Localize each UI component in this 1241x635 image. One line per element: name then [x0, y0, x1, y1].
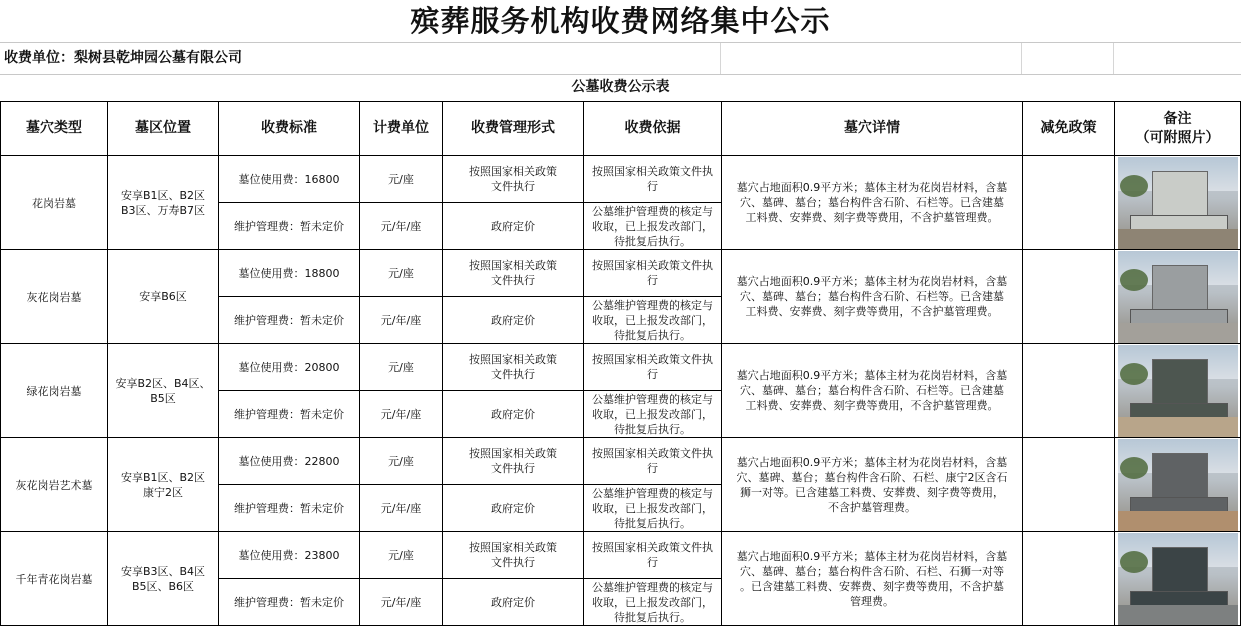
tombstone-photo-ground	[1118, 605, 1238, 625]
reduction-policy-cell	[1023, 156, 1115, 250]
billing-unit-cell: 元/座	[360, 532, 443, 579]
fee-standard-cell: 维护管理费：暂未定价	[219, 579, 360, 626]
billing-unit-cell: 元/年/座	[360, 579, 443, 626]
tombstone-photo-tree	[1120, 363, 1148, 385]
fee-basis-cell: 公墓维护管理费的核定与 收取，已上报发改部门， 待批复后执行。	[584, 297, 722, 344]
cell-divider	[720, 43, 721, 74]
fee-standard-cell: 墓位使用费：20800	[219, 344, 360, 391]
tombstone-photo-tree	[1120, 551, 1148, 573]
billing-unit-cell: 元/年/座	[360, 297, 443, 344]
tombstone-photo-ground	[1118, 323, 1238, 343]
grave-details-cell: 墓穴占地面积0.9平方米；墓体主材为花岗岩材料，含墓 穴、墓碑、墓台；墓台构件含石阶、石栏、康宁2区含石 狮一对等。已含建墓工料费、安葬费、刻字费等费用， 不含护墓管理费。	[722, 438, 1023, 532]
cell-divider	[1113, 43, 1114, 74]
tombstone-photo-ground	[1118, 229, 1238, 249]
header-remarks: 备注 （可附照片）	[1115, 102, 1241, 156]
fee-standard-cell: 墓位使用费：22800	[219, 438, 360, 485]
header-grave-type: 墓穴类型	[1, 102, 108, 156]
management-form-cell: 按照国家相关政策 文件执行	[443, 532, 584, 579]
fee-standard-cell: 维护管理费：暂未定价	[219, 485, 360, 532]
fee-standard-cell: 墓位使用费：18800	[219, 250, 360, 297]
location-cell: 安享B3区、B4区 B5区、B6区	[108, 532, 219, 626]
tombstone-photo	[1118, 345, 1238, 437]
grave-details-cell: 墓穴占地面积0.9平方米；墓体主材为花岗岩材料，含墓 穴、墓碑、墓台；墓台构件含石阶、石栏等。已含建墓 工料费、安葬费、刻字费等费用，不含护墓管理费。	[722, 156, 1023, 250]
management-form-cell: 政府定价	[443, 579, 584, 626]
fee-basis-cell: 按照国家相关政策文件执 行	[584, 532, 722, 579]
reduction-policy-cell	[1023, 438, 1115, 532]
fee-basis-cell: 按照国家相关政策文件执 行	[584, 438, 722, 485]
remarks-photo-cell	[1115, 438, 1241, 532]
grave-details-cell: 墓穴占地面积0.9平方米；墓体主材为花岗岩材料，含墓 穴、墓碑、墓台；墓台构件含石阶、石栏等。已含建墓 工料费、安葬费、刻字费等费用，不含护墓管理费。	[722, 344, 1023, 438]
page-title: 殡葬服务机构收费网络集中公示	[410, 4, 831, 38]
fee-basis-cell: 按照国家相关政策文件执 行	[584, 344, 722, 391]
header-fee-basis: 收费依据	[584, 102, 722, 156]
billing-unit-cell: 元/年/座	[360, 485, 443, 532]
billing-unit-cell: 元/座	[360, 250, 443, 297]
fee-basis-cell: 按照国家相关政策文件执 行	[584, 156, 722, 203]
remarks-photo-cell	[1115, 344, 1241, 438]
tombstone-photo	[1118, 251, 1238, 343]
billing-unit-cell: 元/座	[360, 344, 443, 391]
management-form-cell: 政府定价	[443, 391, 584, 438]
remarks-photo-cell	[1115, 532, 1241, 626]
table-header-row	[1, 102, 1241, 156]
tombstone-photo	[1118, 157, 1238, 249]
location-cell: 安享B6区	[108, 250, 219, 344]
management-form-cell: 政府定价	[443, 203, 584, 250]
fee-basis-cell: 公墓维护管理费的核定与 收取，已上报发改部门， 待批复后执行。	[584, 485, 722, 532]
reduction-policy-cell	[1023, 532, 1115, 626]
fee-standard-cell: 墓位使用费：23800	[219, 532, 360, 579]
location-cell: 安享B1区、B2区 康宁2区	[108, 438, 219, 532]
billing-unit-cell: 元/年/座	[360, 203, 443, 250]
grave-details-cell: 墓穴占地面积0.9平方米；墓体主材为花岗岩材料，含墓 穴、墓碑、墓台；墓台构件含石阶、石栏等。已含建墓 工料费、安葬费、刻字费等费用，不含护墓管理费。	[722, 250, 1023, 344]
fee-table	[0, 101, 1241, 626]
management-form-cell: 按照国家相关政策 文件执行	[443, 156, 584, 203]
tombstone-photo	[1118, 439, 1238, 531]
table-row	[1, 438, 1241, 485]
fee-basis-cell: 公墓维护管理费的核定与 收取，已上报发改部门， 待批复后执行。	[584, 579, 722, 626]
table-row	[1, 250, 1241, 297]
header-reduction-policy: 减免政策	[1023, 102, 1115, 156]
charge-unit-label: 收费单位：梨树县乾坤园公墓有限公司	[4, 50, 242, 66]
table-row	[1, 156, 1241, 203]
management-form-cell: 按照国家相关政策 文件执行	[443, 250, 584, 297]
management-form-cell: 政府定价	[443, 485, 584, 532]
reduction-policy-cell	[1023, 344, 1115, 438]
header-management-form: 收费管理形式	[443, 102, 584, 156]
management-form-cell: 政府定价	[443, 297, 584, 344]
fee-basis-cell: 公墓维护管理费的核定与 收取，已上报发改部门， 待批复后执行。	[584, 203, 722, 250]
table-title: 公墓收费公示表	[0, 73, 1241, 102]
fee-standard-cell: 维护管理费：暂未定价	[219, 203, 360, 250]
grave-type-cell: 花岗岩墓	[1, 156, 108, 250]
header-location: 墓区位置	[108, 102, 219, 156]
remarks-photo-cell	[1115, 156, 1241, 250]
grave-details-cell: 墓穴占地面积0.9平方米；墓体主材为花岗岩材料，含墓 穴、墓碑、墓台；墓台构件含石阶、石栏、石狮一对等 。已含建墓工料费、安葬费、刻字费等费用，不含护墓 管理费。	[722, 532, 1023, 626]
tombstone-photo-tree	[1120, 269, 1148, 291]
charge-unit-row	[0, 42, 1241, 75]
grave-type-cell: 灰花岗岩墓	[1, 250, 108, 344]
fee-standard-cell: 墓位使用费：16800	[219, 156, 360, 203]
location-cell: 安享B2区、B4区、 B5区	[108, 344, 219, 438]
table-row	[1, 532, 1241, 579]
management-form-cell: 按照国家相关政策 文件执行	[443, 438, 584, 485]
tombstone-photo-ground	[1118, 417, 1238, 437]
fee-standard-cell: 维护管理费：暂未定价	[219, 391, 360, 438]
cell-divider	[1021, 43, 1022, 74]
tombstone-photo	[1118, 533, 1238, 625]
billing-unit-cell: 元/座	[360, 156, 443, 203]
billing-unit-cell: 元/年/座	[360, 391, 443, 438]
billing-unit-cell: 元/座	[360, 438, 443, 485]
reduction-policy-cell	[1023, 250, 1115, 344]
grave-type-cell: 千年青花岗岩墓	[1, 532, 108, 626]
header-fee-standard: 收费标准	[219, 102, 360, 156]
remarks-photo-cell	[1115, 250, 1241, 344]
fee-basis-cell: 按照国家相关政策文件执 行	[584, 250, 722, 297]
table-row	[1, 344, 1241, 391]
tombstone-photo-tree	[1120, 457, 1148, 479]
management-form-cell: 按照国家相关政策 文件执行	[443, 344, 584, 391]
grave-type-cell: 绿花岗岩墓	[1, 344, 108, 438]
grave-type-cell: 灰花岗岩艺术墓	[1, 438, 108, 532]
location-cell: 安享B1区、B2区 B3区、万寿B7区	[108, 156, 219, 250]
fee-standard-cell: 维护管理费：暂未定价	[219, 297, 360, 344]
fee-basis-cell: 公墓维护管理费的核定与 收取，已上报发改部门， 待批复后执行。	[584, 391, 722, 438]
header-billing-unit: 计费单位	[360, 102, 443, 156]
header-grave-details: 墓穴详情	[722, 102, 1023, 156]
tombstone-photo-tree	[1120, 175, 1148, 197]
tombstone-photo-ground	[1118, 511, 1238, 531]
